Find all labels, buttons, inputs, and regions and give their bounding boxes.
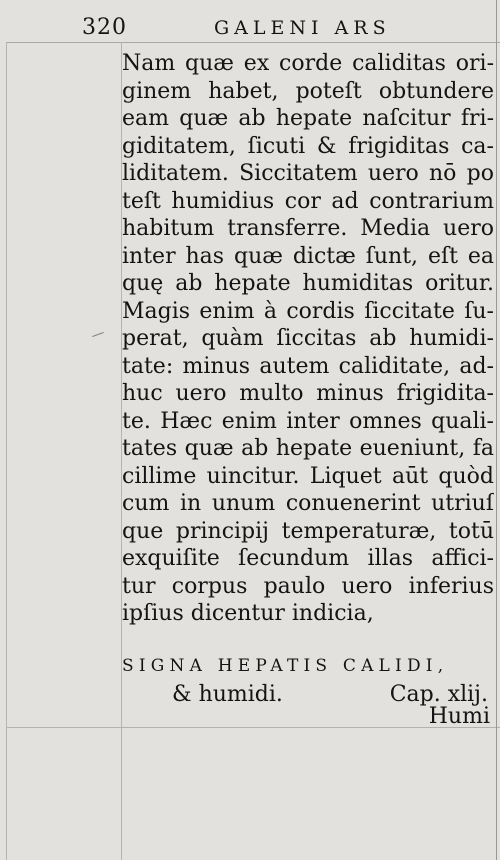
page-number: 320: [82, 15, 127, 40]
catchword: Humi: [428, 704, 490, 729]
text-line: liditatem. Siccitatem uero nō po: [122, 161, 494, 186]
chapter-title: SIGNA HEPATIS CALIDI,: [122, 656, 449, 676]
text-line: habitum transferre. Media uero: [122, 216, 494, 241]
left-rule-line: [6, 42, 7, 860]
page-header: [82, 14, 492, 42]
chapter-subtitle: & humidi.: [172, 682, 283, 707]
text-line: eam quæ ab hepate naſcitur fri-: [122, 106, 494, 131]
text-line: Nam quæ ex corde caliditas ori-: [122, 51, 494, 76]
text-line: cillime uincitur. Liquet aūt quòd: [122, 463, 494, 489]
text-line: ipſius dicentur indicia,: [122, 601, 374, 626]
body-text: [122, 50, 494, 628]
text-line: exquiſite ſecundum illas affici-: [122, 546, 494, 571]
text-line: huc uero multo minus frigidita-: [122, 381, 494, 406]
text-line: tates quæ ab hepate eueniunt, fa: [122, 436, 494, 461]
chapter-number: Cap. xlij.: [389, 682, 488, 707]
top-rule-line: [6, 42, 500, 43]
text-line: inter has quæ dictæ ſunt, eſt ea: [122, 243, 494, 269]
text-line: teſt humidius cor ad contrarium: [122, 188, 494, 214]
text-line: giditatem, ſicuti & frigiditas ca-: [122, 133, 494, 159]
text-line: cum in unum conuenerint utriuſ: [122, 491, 494, 516]
text-line: que principij temperaturæ, totū: [122, 518, 494, 544]
text-line: Magis enim à cordis ſiccitate ſu-: [122, 298, 494, 324]
text-line: te. Hæc enim inter omnes quali-: [122, 408, 494, 434]
chapter-heading: [122, 652, 494, 710]
text-line: ginem habet, poteſt obtundere: [122, 78, 494, 104]
bottom-rule-line: [6, 727, 500, 728]
text-line: quę ab hepate humiditas oritur.: [122, 271, 494, 296]
text-line: tur corpus paulo uero inferius: [122, 573, 494, 599]
text-line: perat, quàm ſiccitas ab humidi-: [122, 326, 494, 351]
page-edge-line: [496, 0, 497, 860]
margin-pen-mark: [92, 332, 104, 337]
text-line: tate: minus autem caliditate, ad-: [122, 353, 494, 379]
running-head: GALENI ARS: [214, 17, 391, 39]
